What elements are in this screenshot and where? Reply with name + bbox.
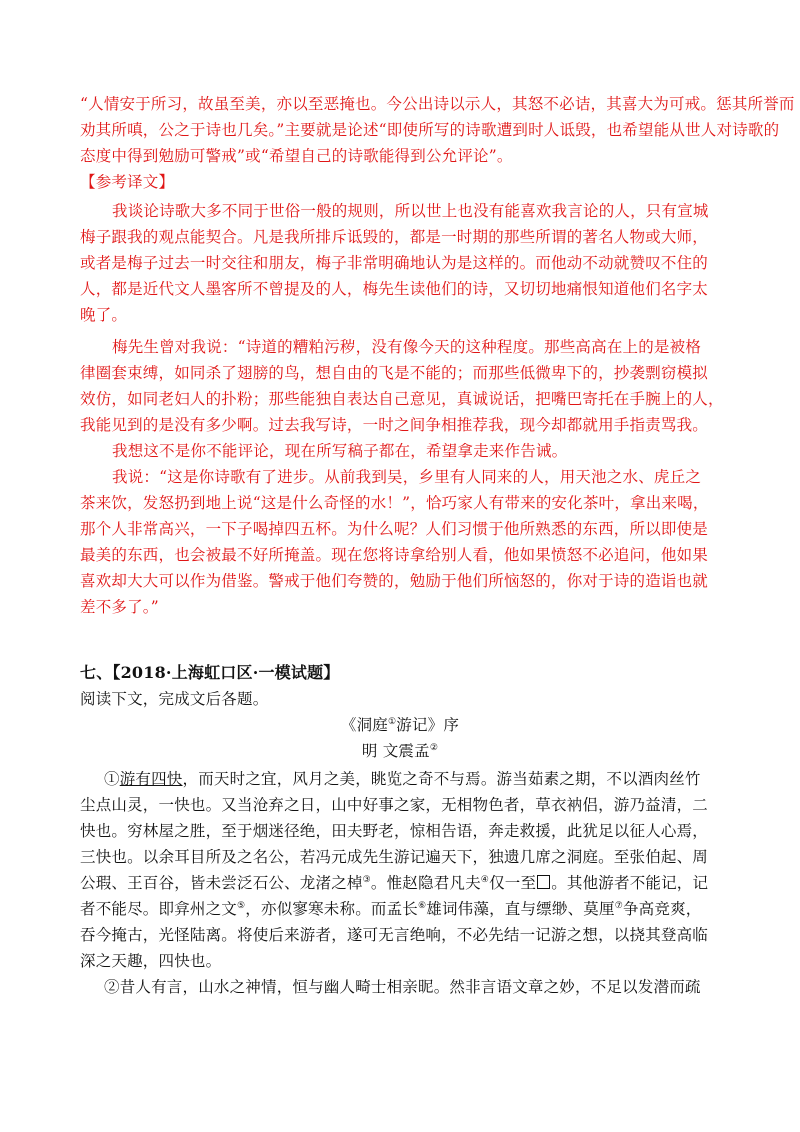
essay-p1-line-5-d: 。其他游者不能记，记: [551, 874, 709, 892]
essay-p1-line-4: 三快也。以余耳目所及之名公，若冯元成先生游记遍天下，独遗几席之洞庭。至张伯起、周: [80, 848, 709, 866]
essay-title-post: 游记》序: [396, 716, 460, 734]
translation-p1-line-3: 或者是梅子过去一时交往和朋友，梅子非常明确地认为是这样的。而他动不动就赞叹不住的: [80, 254, 709, 272]
essay-p1-line-5-c: 仅一至: [489, 874, 537, 892]
translation-paragraph-2: [80, 334, 724, 464]
translation-p1-line-5: 晚了。: [80, 306, 128, 324]
translation-p2-line-1: 梅先生曾对我说：“诗道的糟粕污秽，没有像今天的这种程度。那些高高在上的是被格: [112, 338, 702, 356]
intro-line-3: 态度中得到勉励可警戒”或“希望自己的诗歌能得到公允评论”。: [80, 147, 513, 165]
intro-block: [80, 91, 795, 195]
footnote-4: ④: [480, 874, 490, 885]
essay-title: [80, 712, 720, 738]
translation-p2-line-5: 我想这不是你不能评论，现在所写稿子都在，希望拿走来作告诫。: [112, 442, 568, 460]
translation-p3-line-2: 茶来饮，发怒扔到地上说“这是什么奇怪的水！”，恰巧家人有带来的安化茶叶，拿出来喝，: [80, 494, 709, 512]
essay-p1-line-5: [80, 870, 720, 896]
intro-line-2: 劝其所嗔，公之于诗也几矣。”主要就是论述“即使所写的诗歌遭到时人诋毁，也希望能从世人对诗歌的: [80, 121, 780, 139]
section-7: [80, 660, 720, 1000]
translation-p2-line-3: 效仿，如同老妇人的扑粉；那些能独自表达自己意见，真诚说话，把嘴巴寄托在手腕上的人，: [80, 390, 724, 408]
essay-p1-line-3: 快也。穷林屋之胜，至于烟迷径绝，田夫野老，惊相告语，奔走救援，此犹足以征人心焉，: [80, 822, 709, 840]
essay-p1-line-6-b: ，亦似寥寒未称。而孟长: [245, 900, 418, 918]
essay-title-pre: 《洞庭: [340, 716, 388, 734]
essay-paragraph-2: [80, 974, 720, 1000]
intro-line-1: “人情安于所习，故虽至美，亦以至恶掩也。今公出诗以示人，其怒不必诘，其喜大为可戒。惩其所誉而: [80, 95, 795, 113]
section-7-heading: 七、【2018·上海虹口区·一模试题】: [80, 663, 340, 682]
translation-paragraph-3: [80, 464, 720, 620]
essay-p1-line-6-d: 争高竞爽，: [622, 900, 702, 918]
essay-p1-line-6-a: 者不能尽。即弇州之文: [80, 900, 238, 918]
footnote-7: ⑦: [614, 900, 623, 911]
essay-p1-line-8: 深之天趣，四快也。: [80, 952, 222, 970]
essay-title-footnote: ①: [388, 716, 397, 727]
translation-p1-line-1: 我谈论诗歌大多不同于世俗一般的规则，所以世上也没有能喜欢我言论的人，只有宣城: [112, 202, 709, 220]
translation-p3-line-6: 差不多了。”: [80, 598, 159, 616]
section-7-instruction: 阅读下文，完成文后各题。: [80, 690, 269, 708]
translation-p2-line-2: 律圈套束缚，如同杀了翅膀的鸟，想自由的飞是不能的；而那些低微卑下的，抄袭剽窃模拟: [80, 364, 709, 382]
translation-p3-line-4: 最美的东西，也会被最不好所掩盖。现在您将诗拿给别人看，他如果愤怒不必追问，他如果: [80, 546, 709, 564]
paragraph-number-1: ①: [104, 770, 120, 788]
footnote-5: ⑤: [237, 900, 246, 911]
essay-p1-line-7: 吞今掩古，光怪陆离。将使后来游者，遂可无言绝响，不必先结一记游之想，以挠其登高临: [80, 926, 709, 944]
missing-character-box: [537, 875, 550, 889]
reference-translation-label: 【参考译文】: [80, 173, 175, 191]
footnote-6: ⑥: [418, 900, 427, 911]
essay-p1-line-6: [80, 896, 720, 922]
essay-p1-line-5-b: 。惟赵隐君凡夫: [370, 874, 481, 892]
essay-author-footnote: ②: [429, 742, 439, 753]
essay-p1-line-1: [80, 766, 720, 792]
translation-p2-line-4: 我能见到的是没有多少啊。过去我写诗，一时之间争相推荐我，现今却都就用手指责骂我。: [80, 416, 709, 434]
translation-block: [80, 198, 724, 620]
essay-p1-line-2: 尘点山灵，一快也。又当沧弃之日，山中好事之家，无相物色者，草衣衲侣，游乃益清，二: [80, 796, 709, 814]
translation-p3-line-3: 那个人非常高兴，一下子喝掉四五杯。为什么呢？人们习惯于他所熟悉的东西，所以即使是: [80, 520, 709, 538]
translation-p1-line-4: 人，都是近代文人墨客所不曾提及的人，梅先生读他们的诗，又切切地痛恨知道他们名字太: [80, 280, 709, 298]
underlined-phrase: 游有四快: [119, 770, 183, 788]
essay-p1-line-6-c: 雄词伟藻，直与缥缈、莫厘: [426, 900, 615, 918]
footnote-3: ③: [362, 874, 371, 885]
essay-author: [80, 738, 720, 764]
translation-paragraph-1: [80, 198, 720, 328]
essay-p1-line-1-rest: ，而天时之宜，风月之美，眺览之奇不与焉。游当茹素之期，不以酒肉丝竹: [182, 770, 701, 788]
essay-paragraph-1: [80, 766, 720, 974]
essay-p2-line-1: ②昔人有言，山水之神情，恒与幽人畸士相亲昵。然非言语文章之妙，不足以发潜而疏: [104, 978, 701, 996]
essay-p1-line-5-a: 公瑕、王百谷，皆未尝泛石公、龙渚之棹: [80, 874, 363, 892]
translation-p3-line-5: 喜欢却大大可以作为借鉴。警戒于他们夸赞的，勉励于他们所恼怒的，你对于诗的造诣也就: [80, 572, 709, 590]
translation-p3-line-1: 我说：“这是你诗歌有了进步。从前我到吴，乡里有人同来的人，用天池之水、虎丘之: [112, 468, 702, 486]
essay-author-name: 明 文震孟: [361, 742, 430, 760]
translation-p1-line-2: 梅子跟我的观点能契合。凡是我所排斥诋毁的，都是一时期的那些所谓的著名人物或大师，: [80, 228, 709, 246]
